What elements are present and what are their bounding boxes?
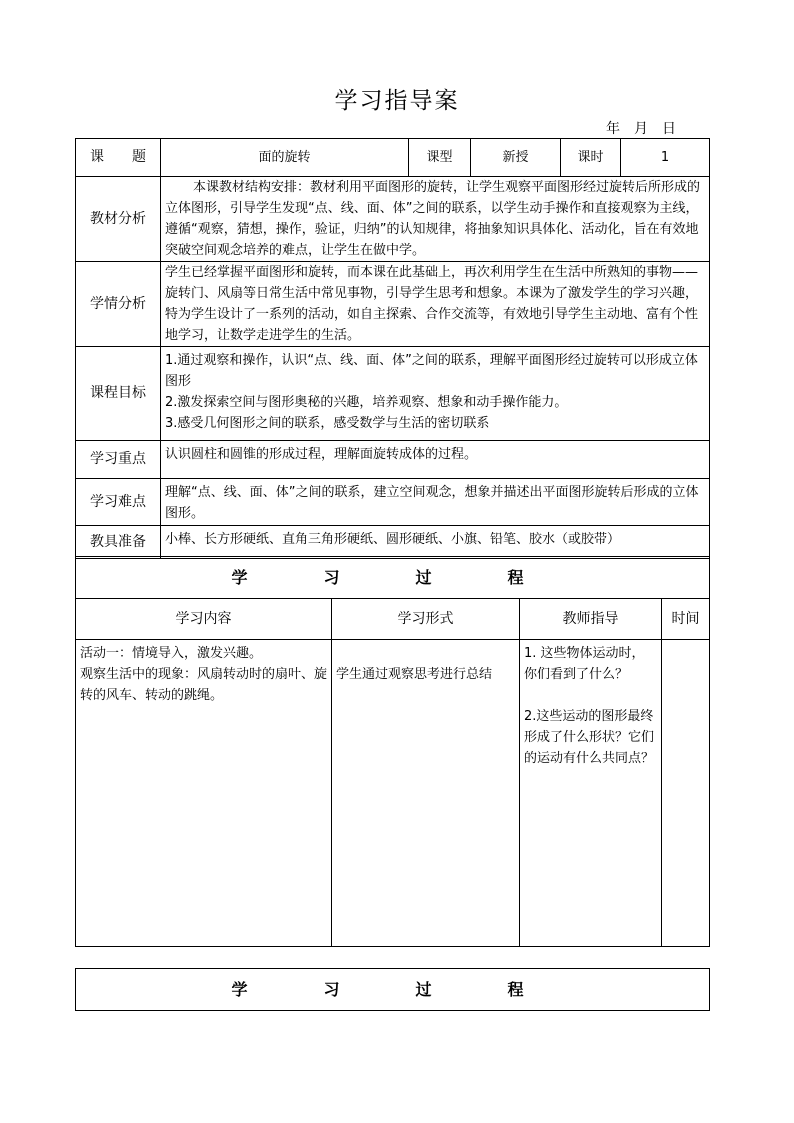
- goal-line: 2.激发探索空间与图形奥秘的兴趣，培养观察、想象和动手操作能力。: [165, 395, 568, 410]
- row-text-materials: 小棒、长方形硬纸、直角三角形硬纸、圆形硬纸、小旗、铅笔、胶水（或胶带）: [161, 526, 710, 559]
- activity-description: 观察生活中的现象：风扇转动时的扇叶、旋转的风车、转动的跳绳。: [80, 667, 328, 703]
- row-label-materials: 教具准备: [76, 526, 161, 559]
- process-header-form: 学习形式: [332, 599, 520, 640]
- date-day: 日: [662, 121, 676, 137]
- guidance-question: 1. 这些物体运动时，你们看到了什么？: [524, 646, 645, 682]
- process-guidance-cell: [520, 640, 662, 947]
- row-label-course-goals: 课程目标: [76, 347, 161, 441]
- topic-label: 课 题: [76, 139, 161, 177]
- date-month: 月: [634, 121, 648, 137]
- topic-value: 面的旋转: [161, 139, 409, 177]
- page-title: 学习指导案: [334, 88, 460, 114]
- activity-title: 活动一：情境导入，激发兴趣。: [80, 646, 263, 661]
- goal-line: 3.感受几何图形之间的联系，感受数学与生活的密切联系: [165, 416, 490, 431]
- process-form-cell: 学生通过观察思考进行总结: [332, 640, 520, 947]
- type-label: 课型: [409, 139, 471, 177]
- row-label-student-analysis: 学情分析: [76, 262, 161, 347]
- process-title: 学 习 过 程: [76, 557, 710, 599]
- process-table-continued: [75, 968, 710, 1011]
- date-line: [606, 118, 690, 138]
- process-time-cell: [662, 640, 710, 947]
- row-text-textbook-analysis: 本课教材结构安排：教材利用平面图形的旋转，让学生观察平面图形经过旋转后所形成的立体图形，引导学生发现“点、线、面、体”之间的联系，以学生动手操作和直接观察为主线，遵循“观察，猜想，操作，验证，归纳”的认知规律，将抽象知识具体化、活动化，旨在有效地突破空间观念培养的难点，让学生在做中学。: [161, 177, 710, 262]
- row-text-student-analysis: 学生已经掌握平面图形和旋转，而本课在此基础上，再次利用学生在生活中所熟知的事物——旋转门、风扇等日常生活中常见事物，引导学生思考和想象。本课为了激发学生的学习兴趣，特为学生设计了一系列的活动，如自主探索、合作交流等，有效地引导学生主动地、富有个性地学习，让数学走进学生的生活。: [161, 262, 710, 347]
- process-header-time: 时间: [662, 599, 710, 640]
- goal-line: 1.通过观察和操作，认识“点、线、面、体”之间的联系，理解平面图形经过旋转可以形成立体图形: [165, 353, 698, 389]
- process-header-content: 学习内容: [76, 599, 332, 640]
- hours-label: 课时: [561, 139, 621, 177]
- row-text-difficulties: 理解“点、线、面、体”之间的联系，建立空间观念，想象并描述出平面图形旋转后形成的立体图形。: [161, 479, 710, 526]
- row-label-difficulties: 学习难点: [76, 479, 161, 526]
- process-table: [75, 556, 710, 947]
- date-year: 年: [606, 121, 620, 137]
- process-title-continued: 学 习 过 程: [76, 969, 710, 1011]
- row-label-textbook-analysis: 教材分析: [76, 177, 161, 262]
- lesson-plan-table: [75, 138, 710, 559]
- row-text-key-points: 认识圆柱和圆锥的形成过程，理解面旋转成体的过程。: [161, 441, 710, 479]
- process-header-guidance: 教师指导: [520, 599, 662, 640]
- hours-value: 1: [621, 139, 710, 177]
- row-label-key-points: 学习重点: [76, 441, 161, 479]
- type-value: 新授: [471, 139, 561, 177]
- process-content-cell: [76, 640, 332, 947]
- guidance-question: 2.这些运动的图形最终形成了什么形状？它们的运动有什么共同点？: [524, 709, 655, 766]
- row-text-course-goals: [161, 347, 710, 441]
